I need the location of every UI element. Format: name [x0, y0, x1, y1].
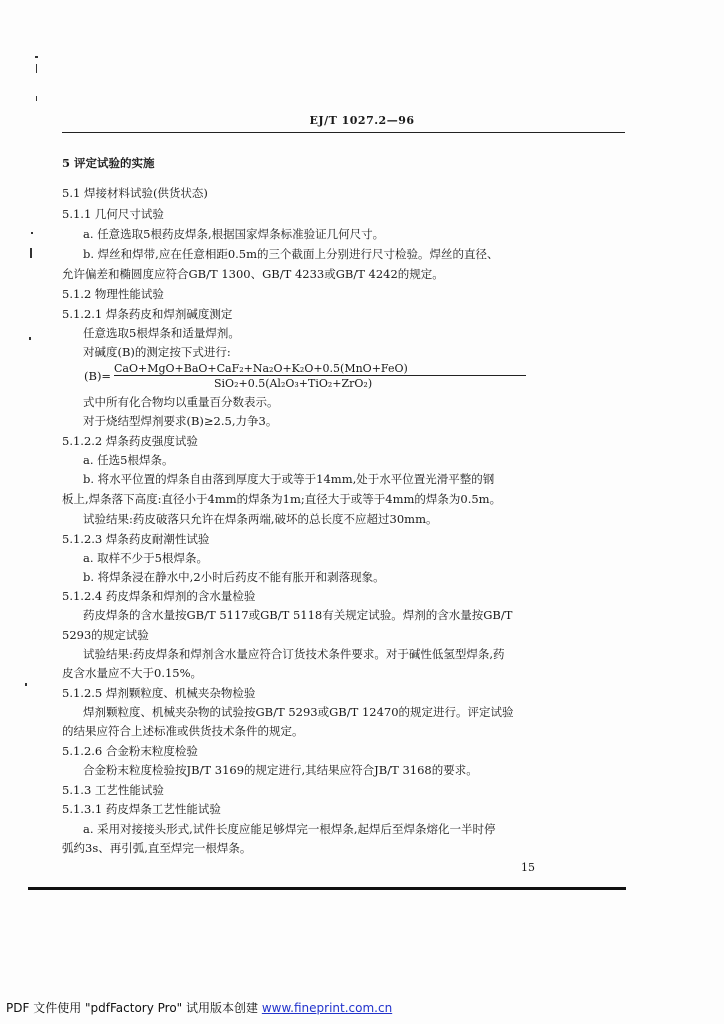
- subsection-heading: 5.1.2.1 焊条药皮和焊剂碱度测定: [62, 307, 233, 321]
- paragraph-line: 5293的规定试验: [62, 628, 149, 642]
- document-code-header: EJ/T 1027.2—96: [309, 114, 415, 127]
- subsection-heading: 5.1.3.1 药皮焊条工艺性能试验: [62, 802, 221, 816]
- list-item: b. 将水平位置的焊条自由落到厚度大于或等于14mm,处于水平位置光滑平整的钢: [83, 472, 495, 486]
- list-item: b. 将焊条浸在静水中,2小时后药皮不能有胀开和剥落现象。: [83, 570, 385, 584]
- paragraph-line: 板上,焊条落下高度:直径小于4mm的焊条为1m;直径大于或等于4mm的焊条为0.5m。: [62, 492, 502, 506]
- pdf-watermark-footer: [6, 999, 392, 1016]
- paragraph-line: 皮含水量应不大于0.15%。: [62, 666, 203, 680]
- formula-numerator: CaO+MgO+BaO+CaF₂+Na₂O+K₂O+0.5(MnO+FeO): [114, 362, 408, 375]
- subsection-heading: 5.1 焊接材料试验(供货状态): [62, 186, 208, 200]
- paragraph-line: 任意选取5根焊条和适量焊剂。: [83, 326, 240, 340]
- subsection-heading: 5.1.2.2 焊条药皮强度试验: [62, 434, 198, 448]
- list-item: a. 采用对接接头形式,试件长度应能足够焊完一根焊条,起焊后至焊条熔化一半时停: [83, 822, 496, 836]
- paragraph-line: 试验结果:药皮焊条和焊剂含水量应符合订货技术条件要求。对于碱性低氢型焊条,药: [83, 647, 505, 661]
- formula-lhs: (B)=: [84, 369, 112, 383]
- subsection-heading: 5.1.3 工艺性能试验: [62, 783, 164, 797]
- list-item: b. 焊丝和焊带,应在任意相距0.5m的三个截面上分别进行尺寸检验。焊丝的直径、: [83, 247, 499, 261]
- scan-mark: [35, 56, 38, 58]
- section-heading: 5 评定试验的实施: [62, 156, 155, 170]
- subsection-heading: 5.1.2.6 合金粉末粒度检验: [62, 744, 198, 758]
- scan-mark: [31, 232, 33, 234]
- scan-mark: [36, 96, 37, 101]
- paragraph-line: 允许偏差和椭圆度应符合GB/T 1300、GB/T 4233或GB/T 4242的规定。: [62, 267, 444, 281]
- page-number: 15: [521, 861, 535, 874]
- fineprint-link[interactable]: www.fineprint.com.cn: [261, 1001, 393, 1015]
- scan-mark: [36, 64, 37, 73]
- scan-mark: [25, 683, 27, 686]
- subsection-heading: 5.1.2.4 药皮焊条和焊剂的含水量检验: [62, 589, 256, 603]
- paragraph-line: 药皮焊条的含水量按GB/T 5117或GB/T 5118有关规定试验。焊剂的含水量按GB/T: [83, 608, 513, 622]
- footer-rule: [28, 887, 626, 890]
- scan-mark: [30, 248, 32, 258]
- paragraph-line: 对碱度(B)的测定按下式进行:: [83, 345, 231, 359]
- subsection-heading: 5.1.2.3 焊条药皮耐潮性试验: [62, 532, 210, 546]
- fraction-bar: [114, 375, 526, 376]
- paragraph-line: 式中所有化合物均以重量百分数表示。: [83, 395, 279, 409]
- scan-mark: [29, 337, 31, 340]
- list-item: a. 任选5根焊条。: [83, 453, 174, 467]
- paragraph-line: 焊剂颗粒度、机械夹杂物的试验按GB/T 5293或GB/T 12470的规定进行。评定试验: [83, 705, 514, 719]
- list-item: a. 取样不少于5根焊条。: [83, 551, 208, 565]
- formula-denominator: SiO₂+0.5(Al₂O₃+TiO₂+ZrO₂): [214, 377, 373, 390]
- paragraph-line: 对于烧结型焊剂要求(B)≥2.5,力争3。: [83, 414, 278, 428]
- header-rule: [62, 132, 625, 133]
- list-item: a. 任意选取5根药皮焊条,根据国家焊条标准验证几何尺寸。: [83, 227, 385, 241]
- paragraph-line: 合金粉末粒度检验按JB/T 3169的规定进行,其结果应符合JB/T 3168的要求。: [83, 763, 478, 777]
- paragraph-line: 的结果应符合上述标准或供货技术条件的规定。: [62, 724, 304, 738]
- subsection-heading: 5.1.2 物理性能试验: [62, 287, 164, 301]
- paragraph-line: 试验结果:药皮破落只允许在焊条两端,破坏的总长度不应超过30mm。: [83, 512, 438, 526]
- paragraph-line: 弧约3s、再引弧,直至焊完一根焊条。: [62, 841, 252, 855]
- footer-text: PDF 文件使用 "pdfFactory Pro" 试用版本创建: [6, 1001, 262, 1015]
- subsection-heading: 5.1.2.5 焊剂颗粒度、机械夹杂物检验: [62, 686, 256, 700]
- subsection-heading: 5.1.1 几何尺寸试验: [62, 207, 164, 221]
